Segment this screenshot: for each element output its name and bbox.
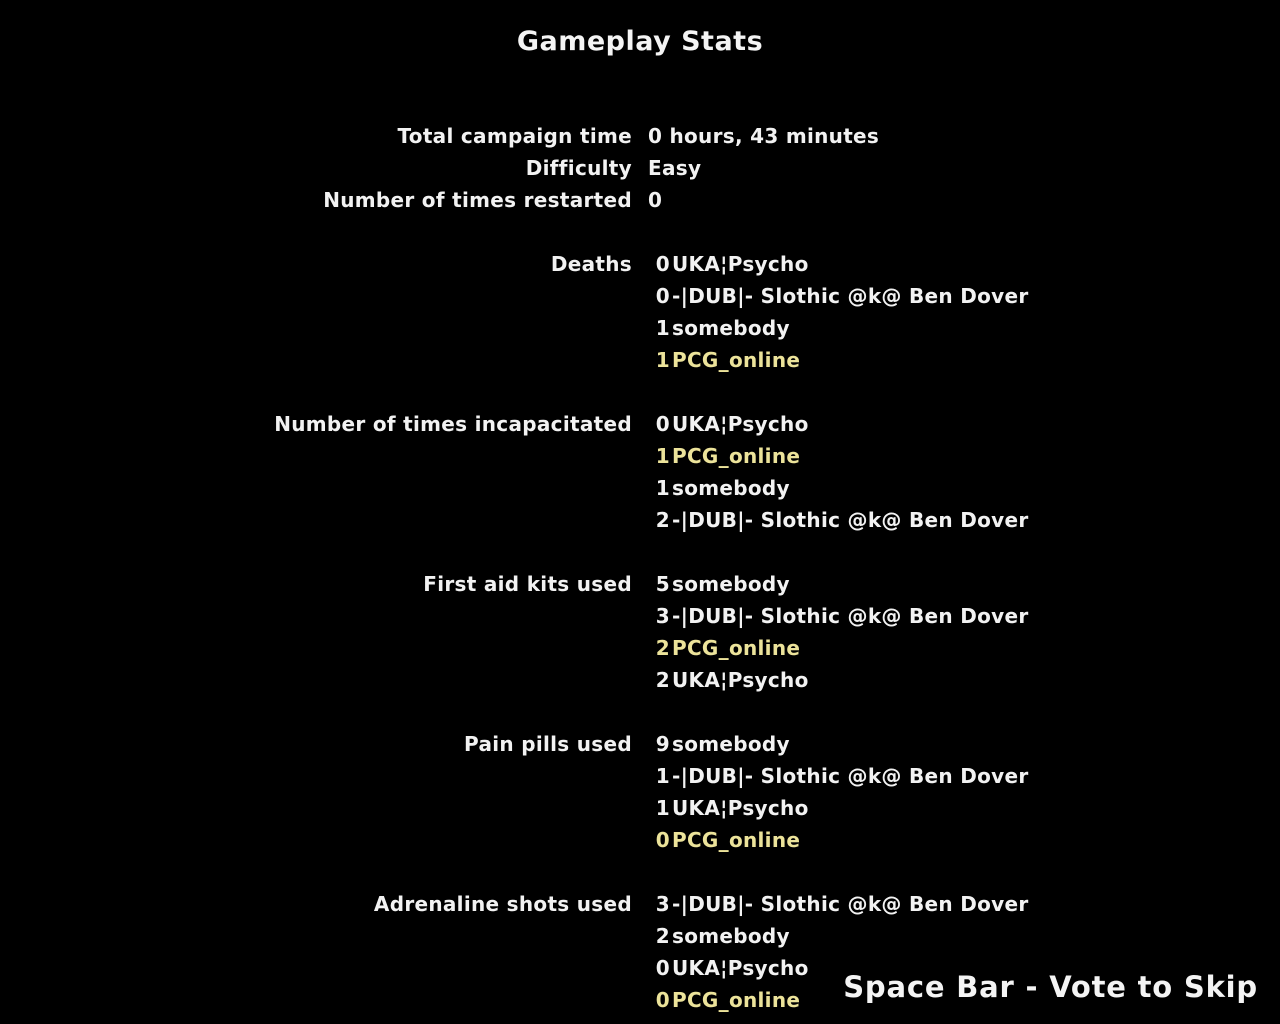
stat-count: 2 bbox=[655, 668, 670, 692]
player-entry bbox=[648, 760, 1029, 792]
stat-count: 5 bbox=[655, 572, 670, 596]
stat-label: First aid kits used bbox=[423, 572, 632, 596]
summary-row bbox=[0, 120, 1280, 152]
player-entry bbox=[648, 344, 800, 376]
stat-count: 1 bbox=[655, 796, 670, 820]
stat-row bbox=[0, 344, 1280, 376]
stat-label: Difficulty bbox=[525, 156, 632, 180]
stat-count: 9 bbox=[655, 732, 670, 756]
player-name: -|DUB|- Slothic @k@ Ben Dover bbox=[672, 764, 1029, 788]
player-name: somebody bbox=[672, 732, 790, 756]
section-spacer bbox=[0, 216, 1280, 248]
stat-row bbox=[0, 280, 1280, 312]
stat-count: 1 bbox=[655, 316, 670, 340]
stat-row bbox=[0, 760, 1280, 792]
section-spacer bbox=[0, 696, 1280, 728]
stat-row bbox=[0, 408, 1280, 440]
stat-row bbox=[0, 632, 1280, 664]
stat-row bbox=[0, 888, 1280, 920]
stat-count: 1 bbox=[655, 764, 670, 788]
stat-row bbox=[0, 728, 1280, 760]
player-entry bbox=[648, 920, 790, 952]
player-entry bbox=[648, 280, 1029, 312]
stat-count: 2 bbox=[655, 924, 670, 948]
player-entry bbox=[648, 952, 809, 984]
player-name: -|DUB|- Slothic @k@ Ben Dover bbox=[672, 892, 1029, 916]
stat-label: Pain pills used bbox=[464, 732, 632, 756]
player-entry bbox=[648, 440, 800, 472]
stat-row bbox=[0, 312, 1280, 344]
stat-count: 1 bbox=[655, 348, 670, 372]
player-entry bbox=[648, 504, 1029, 536]
stat-label: Deaths bbox=[550, 252, 632, 276]
player-name: PCG_online bbox=[672, 988, 801, 1012]
stat-count: 0 bbox=[655, 284, 670, 308]
player-entry bbox=[648, 248, 809, 280]
stats-table bbox=[0, 120, 1280, 1016]
stat-count: 1 bbox=[655, 444, 670, 468]
stat-row bbox=[0, 600, 1280, 632]
summary-row bbox=[0, 184, 1280, 216]
player-name: somebody bbox=[672, 924, 790, 948]
player-name: UKA¦Psycho bbox=[672, 668, 809, 692]
stat-label: Total campaign time bbox=[397, 124, 632, 148]
summary-row bbox=[0, 152, 1280, 184]
page-title: Gameplay Stats bbox=[516, 26, 764, 57]
player-name: somebody bbox=[672, 572, 790, 596]
player-entry bbox=[648, 792, 809, 824]
stat-value: 0 hours, 43 minutes bbox=[648, 124, 880, 148]
section-spacer bbox=[0, 856, 1280, 888]
player-name: -|DUB|- Slothic @k@ Ben Dover bbox=[672, 604, 1029, 628]
player-entry bbox=[648, 664, 809, 696]
player-name: -|DUB|- Slothic @k@ Ben Dover bbox=[672, 508, 1029, 532]
player-name: UKA¦Psycho bbox=[672, 956, 809, 980]
player-entry bbox=[648, 824, 800, 856]
stat-row bbox=[0, 248, 1280, 280]
player-name: PCG_online bbox=[672, 828, 801, 852]
stat-count: 1 bbox=[655, 476, 670, 500]
stat-row bbox=[0, 568, 1280, 600]
player-entry bbox=[648, 568, 790, 600]
stat-count: 0 bbox=[655, 252, 670, 276]
player-entry bbox=[648, 408, 809, 440]
player-name: somebody bbox=[672, 316, 790, 340]
player-entry bbox=[648, 984, 800, 1016]
player-entry bbox=[648, 632, 800, 664]
stat-row bbox=[0, 440, 1280, 472]
stat-count: 3 bbox=[655, 604, 670, 628]
stat-row bbox=[0, 664, 1280, 696]
player-entry bbox=[648, 600, 1029, 632]
stat-count: 0 bbox=[655, 828, 670, 852]
player-name: PCG_online bbox=[672, 636, 801, 660]
stat-row bbox=[0, 824, 1280, 856]
player-name: PCG_online bbox=[672, 348, 801, 372]
player-name: PCG_online bbox=[672, 444, 801, 468]
section-spacer bbox=[0, 536, 1280, 568]
stat-row bbox=[0, 504, 1280, 536]
section-spacer bbox=[0, 376, 1280, 408]
stat-value: 0 bbox=[648, 188, 663, 212]
stat-row bbox=[0, 920, 1280, 952]
player-entry bbox=[648, 888, 1029, 920]
stat-value: Easy bbox=[648, 156, 702, 180]
player-name: UKA¦Psycho bbox=[672, 252, 809, 276]
player-entry bbox=[648, 728, 790, 760]
player-name: -|DUB|- Slothic @k@ Ben Dover bbox=[672, 284, 1029, 308]
player-name: UKA¦Psycho bbox=[672, 796, 809, 820]
stat-count: 0 bbox=[655, 988, 670, 1012]
player-name: UKA¦Psycho bbox=[672, 412, 809, 436]
stat-count: 0 bbox=[655, 956, 670, 980]
stat-count: 3 bbox=[655, 892, 670, 916]
stat-row bbox=[0, 472, 1280, 504]
player-entry bbox=[648, 472, 790, 504]
stat-label: Number of times restarted bbox=[323, 188, 632, 212]
stat-count: 2 bbox=[655, 508, 670, 532]
stat-count: 2 bbox=[655, 636, 670, 660]
stat-label: Number of times incapacitated bbox=[274, 412, 632, 436]
player-name: somebody bbox=[672, 476, 790, 500]
stat-label: Adrenaline shots used bbox=[373, 892, 632, 916]
stat-count: 0 bbox=[655, 412, 670, 436]
vote-skip-hint: Space Bar - Vote to Skip bbox=[843, 970, 1258, 1004]
player-entry bbox=[648, 312, 790, 344]
stat-row bbox=[0, 792, 1280, 824]
